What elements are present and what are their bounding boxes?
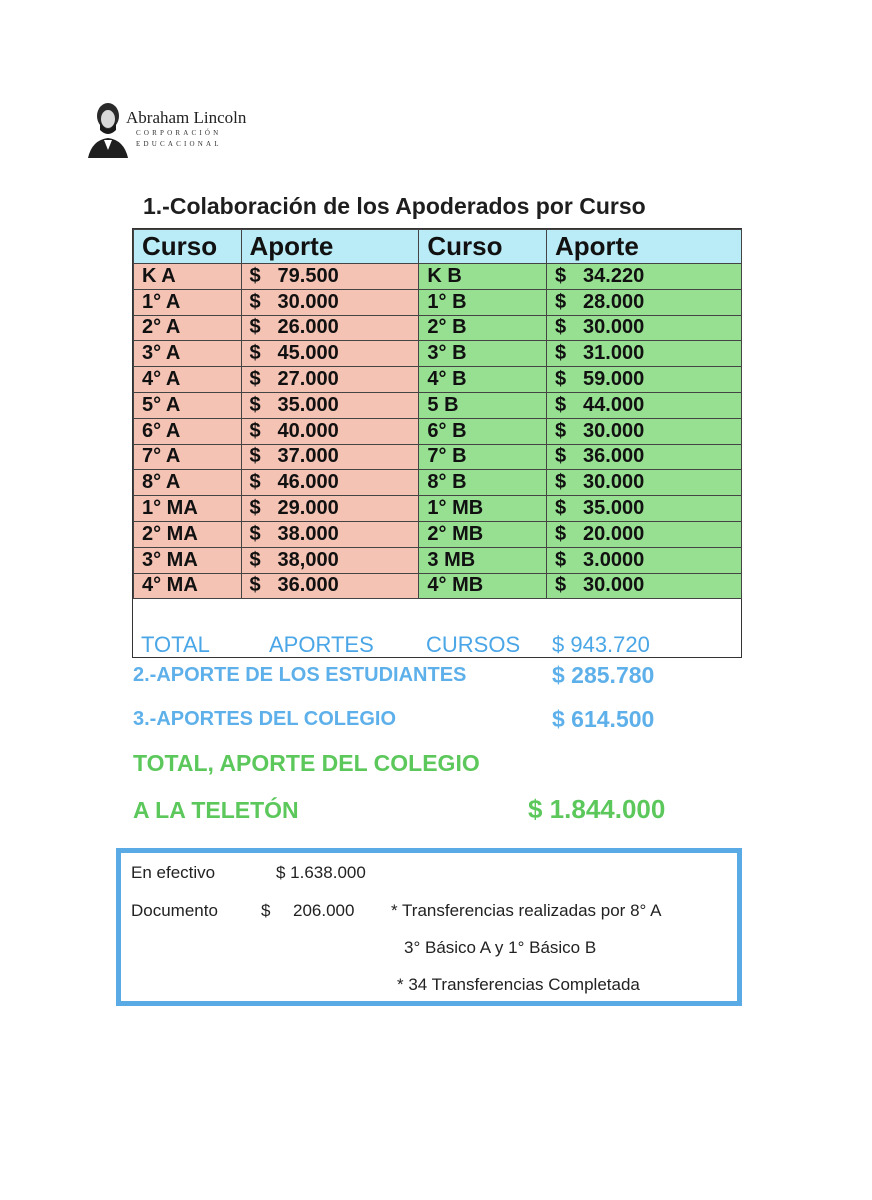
aporte-a-cell: [241, 418, 419, 444]
table-row: [134, 470, 742, 496]
curso-b-cell: K B: [419, 264, 547, 290]
transfer-courses: 3° Básico A y 1° Básico B: [404, 938, 597, 957]
aporte-a-cell: [241, 470, 419, 496]
amount: 36.000: [277, 574, 339, 597]
curso-a-cell: K A: [134, 264, 242, 290]
aporte-a-cell: [241, 496, 419, 522]
table-row: [134, 444, 742, 470]
currency-sign: $: [555, 316, 567, 339]
table-row: [134, 392, 742, 418]
currency-sign: $: [555, 264, 567, 287]
table-row: [134, 341, 742, 367]
amount: 79.500: [277, 264, 339, 287]
currency-sign: $: [555, 419, 567, 442]
curso-b-cell: 3° B: [419, 341, 547, 367]
total-label-3: CURSOS: [426, 632, 521, 657]
aporte-a-cell: [241, 547, 419, 573]
curso-b-cell: 4° B: [419, 367, 547, 393]
amount: 34.220: [583, 264, 645, 287]
payment-details-box: [116, 848, 742, 1006]
amount: 20.000: [583, 522, 645, 545]
amount: 36.000: [583, 445, 645, 468]
curso-b-cell: 2° B: [419, 315, 547, 341]
amount: 28.000: [583, 290, 645, 313]
currency-sign: $: [249, 522, 261, 545]
aporte-b-cell: [547, 418, 742, 444]
currency-sign: $: [555, 445, 567, 468]
currency-sign: $: [555, 497, 567, 520]
curso-b-cell: 2° MB: [419, 521, 547, 547]
aporte-a-cell: [241, 367, 419, 393]
curso-a-cell: 6° A: [134, 418, 242, 444]
contributions-table: [133, 229, 742, 599]
amount: 3.0000: [583, 548, 645, 571]
aporte-b-cell: [547, 444, 742, 470]
documento-label: Documento: [131, 901, 218, 920]
documento-value: 206.000: [293, 901, 355, 920]
header-curso-b: Curso: [419, 230, 547, 264]
amount: 35.000: [583, 497, 645, 520]
aporte-a-cell: [241, 341, 419, 367]
currency-sign: $: [555, 522, 567, 545]
currency-sign: $: [249, 264, 261, 287]
curso-a-cell: 4° A: [134, 367, 242, 393]
table-row: [134, 418, 742, 444]
efectivo-value: $ 1.638.000: [276, 863, 366, 882]
curso-b-cell: 1° MB: [419, 496, 547, 522]
curso-a-cell: 2° A: [134, 315, 242, 341]
table-row: [134, 367, 742, 393]
curso-b-cell: 7° B: [419, 444, 547, 470]
curso-a-cell: 5° A: [134, 392, 242, 418]
aporte-b-cell: [547, 264, 742, 290]
amount: 40.000: [277, 419, 339, 442]
aporte-b-cell: [547, 496, 742, 522]
currency-sign: $: [555, 290, 567, 313]
total-value: $ 943.720: [552, 632, 650, 657]
aporte-b-cell: [547, 289, 742, 315]
table-row: [134, 289, 742, 315]
logo-subtitle-educacional: EDUCACIONAL: [136, 140, 222, 148]
table-row: [134, 573, 742, 599]
amount: 29.000: [277, 497, 339, 520]
currency-sign: $: [249, 497, 261, 520]
amount: 27.000: [277, 368, 339, 391]
aporte-b-cell: [547, 573, 742, 599]
lincoln-portrait-icon: [86, 100, 130, 160]
total-final-value: $ 1.844.000: [528, 794, 666, 824]
aporte-b-cell: [547, 470, 742, 496]
table-row: [134, 521, 742, 547]
logo: [86, 100, 286, 162]
aporte-a-cell: [241, 315, 419, 341]
curso-b-cell: 3 MB: [419, 547, 547, 573]
amount: 31.000: [583, 342, 645, 365]
table-row: [134, 264, 742, 290]
total-final-label-1: TOTAL, APORTE DEL COLEGIO: [133, 750, 480, 776]
amount: 26.000: [277, 316, 339, 339]
amount: 37.000: [277, 445, 339, 468]
curso-b-cell: 6° B: [419, 418, 547, 444]
estudiantes-label: 2.-APORTE DE LOS ESTUDIANTES: [133, 664, 467, 686]
total-final-label-2: A LA TELETÓN: [133, 797, 299, 823]
aporte-b-cell: [547, 367, 742, 393]
amount: 30.000: [583, 574, 645, 597]
efectivo-label: En efectivo: [131, 863, 216, 882]
curso-a-cell: 1° MA: [134, 496, 242, 522]
header-aporte-b: Aporte: [547, 230, 742, 264]
documento-currency: $: [261, 901, 271, 920]
currency-sign: $: [249, 471, 261, 494]
aporte-b-cell: [547, 547, 742, 573]
transfer-count: * 34 Transferencias Completada: [397, 975, 640, 994]
currency-sign: $: [249, 342, 261, 365]
aporte-b-cell: [547, 521, 742, 547]
colegio-value: $ 614.500: [552, 706, 655, 732]
curso-a-cell: 4° MA: [134, 573, 242, 599]
currency-sign: $: [249, 316, 261, 339]
aporte-a-cell: [241, 521, 419, 547]
amount: 30.000: [583, 471, 645, 494]
aporte-a-cell: [241, 392, 419, 418]
currency-sign: $: [555, 574, 567, 597]
amount: 38.000: [277, 522, 339, 545]
currency-sign: $: [249, 368, 261, 391]
amount: 30.000: [277, 290, 339, 313]
logo-subtitle-corporacion: CORPORACIÓN: [136, 129, 222, 137]
curso-a-cell: 8° A: [134, 470, 242, 496]
curso-a-cell: 7° A: [134, 444, 242, 470]
estudiantes-value: $ 285.780: [552, 662, 655, 688]
aporte-b-cell: [547, 341, 742, 367]
curso-b-cell: 8° B: [419, 470, 547, 496]
aporte-a-cell: [241, 264, 419, 290]
currency-sign: $: [555, 368, 567, 391]
curso-b-cell: 5 B: [419, 392, 547, 418]
currency-sign: $: [249, 419, 261, 442]
curso-b-cell: 4° MB: [419, 573, 547, 599]
aporte-b-cell: [547, 392, 742, 418]
curso-b-cell: 1° B: [419, 289, 547, 315]
aporte-a-cell: [241, 289, 419, 315]
currency-sign: $: [249, 445, 261, 468]
curso-a-cell: 3° A: [134, 341, 242, 367]
amount: 35.000: [277, 393, 339, 416]
total-label-2: APORTES: [269, 632, 374, 657]
page-title: 1.-Colaboración de los Apoderados por Curso: [143, 193, 646, 219]
table-row: [134, 315, 742, 341]
contributions-table-box: [132, 228, 742, 658]
table-row: [134, 496, 742, 522]
amount: 59.000: [583, 368, 645, 391]
currency-sign: $: [249, 574, 261, 597]
amount: 30.000: [583, 316, 645, 339]
table-body: [134, 264, 742, 599]
table-row: [134, 547, 742, 573]
curso-a-cell: 1° A: [134, 289, 242, 315]
curso-a-cell: 3° MA: [134, 547, 242, 573]
table-header-row: [134, 230, 742, 264]
curso-a-cell: 2° MA: [134, 521, 242, 547]
amount: 46.000: [277, 471, 339, 494]
currency-sign: $: [249, 290, 261, 313]
aporte-b-cell: [547, 315, 742, 341]
amount: 38,000: [277, 548, 339, 571]
transfer-note: * Transferencias realizadas por 8° A: [391, 901, 662, 920]
currency-sign: $: [249, 548, 261, 571]
header-aporte-a: Aporte: [241, 230, 419, 264]
aporte-a-cell: [241, 444, 419, 470]
currency-sign: $: [555, 393, 567, 416]
amount: 30.000: [583, 419, 645, 442]
total-label-1: TOTAL: [141, 632, 210, 657]
currency-sign: $: [555, 548, 567, 571]
header-curso-a: Curso: [134, 230, 242, 264]
amount: 44.000: [583, 393, 645, 416]
aporte-a-cell: [241, 573, 419, 599]
colegio-label: 3.-APORTES DEL COLEGIO: [133, 708, 396, 730]
logo-name: Abraham Lincoln: [126, 108, 247, 127]
total-aportes-cursos: [141, 632, 741, 656]
currency-sign: $: [555, 342, 567, 365]
currency-sign: $: [555, 471, 567, 494]
amount: 45.000: [277, 342, 339, 365]
currency-sign: $: [249, 393, 261, 416]
